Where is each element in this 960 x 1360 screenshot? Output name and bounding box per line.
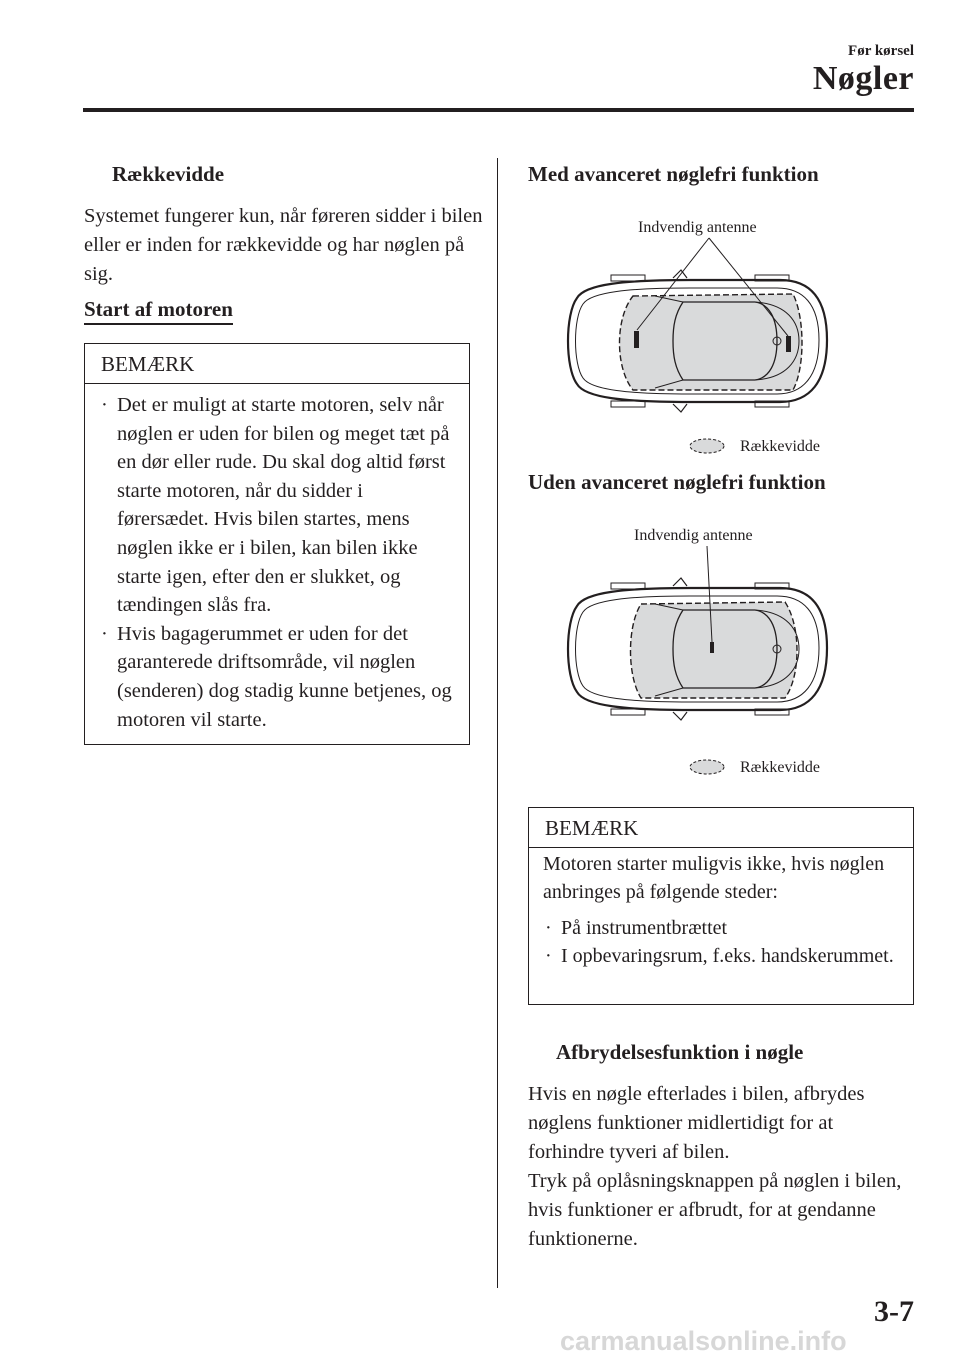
range-heading: Rækkevidde (112, 162, 225, 186)
figure1-range-label: Rækkevidde (740, 438, 820, 455)
disable-function-heading: Afbrydelsesfunktion i nøgle (556, 1040, 804, 1064)
figure2-car-diagram (555, 526, 840, 784)
note-bullet-text: Hvis bagagerummet er uden for det garanterede driftsområde, vil nøglen (senderen) dog stadig kunne betjenes, og motoren vil starte. (117, 622, 452, 731)
note-bullet (543, 914, 899, 942)
note-bullet (99, 391, 455, 620)
column-divider (497, 158, 498, 1288)
page-title: Nøgler (812, 60, 914, 97)
start-engine-heading: Start af motoren (84, 297, 233, 325)
figure2-antenna-label: Indvendig antenne (634, 527, 753, 544)
bullet-dot: · (101, 622, 108, 645)
note-bullet-text: Det er muligt at starte motoren, selv når nøglen er uden for bilen og meget tæt på en dør eller rude. Du skal dog altid først starte motoren, når du sidder i førersædet. Hvis bilen startes, mens nøglen ikke er i bilen, kan bilen ikke starte igen, efter den er slukket, og tændingen slås fra. (117, 394, 450, 617)
figure1-title: Med avanceret nøglefri funktion (528, 162, 819, 186)
note-intro: Motoren starter muligvis ikke, hvis nøglen anbringes på følgende steder: (543, 853, 885, 903)
note-bullet-text: I opbevaringsrum, f.eks. handskerummet. (561, 945, 894, 967)
header-rule (83, 108, 914, 112)
note-bullet (99, 620, 455, 734)
note-title: BEMÆRK (85, 344, 469, 384)
note-box-left (84, 343, 470, 745)
disable-paragraph-2: Tryk på oplåsningsknappen på nøglen i bilen, hvis funktioner er afbrudt, for at gendanne funktionerne. (528, 1170, 902, 1250)
note-title: BEMÆRK (529, 808, 913, 848)
figure2-range-label: Rækkevidde (740, 759, 820, 776)
watermark: carmanualsonline.info (560, 1326, 847, 1356)
note-bullet (543, 942, 899, 970)
page-number: 3-7 (874, 1295, 914, 1328)
bullet-dot: · (545, 945, 552, 967)
figure1-car-diagram (555, 218, 840, 463)
section-label: Før kørsel (848, 43, 914, 59)
bullet-dot: · (545, 917, 552, 939)
figure1-antenna-label: Indvendig antenne (638, 219, 757, 236)
figure2-title: Uden avanceret nøglefri funktion (528, 470, 826, 494)
note-box-right (528, 807, 914, 1005)
car-range-drawing (555, 526, 840, 784)
note-bullet-text: På instrumentbrættet (561, 917, 728, 939)
bullet-dot: · (101, 394, 108, 416)
disable-paragraph-1: Hvis en nøgle efterlades i bilen, afbrydes nøglens funktioner midlertidigt for at forhindre tyveri af bilen. (528, 1083, 865, 1163)
range-paragraph: Systemet fungerer kun, når føreren sidder i bilen eller er inden for rækkevidde og har nøglen på sig. (84, 205, 483, 285)
car-range-drawing (555, 218, 840, 463)
